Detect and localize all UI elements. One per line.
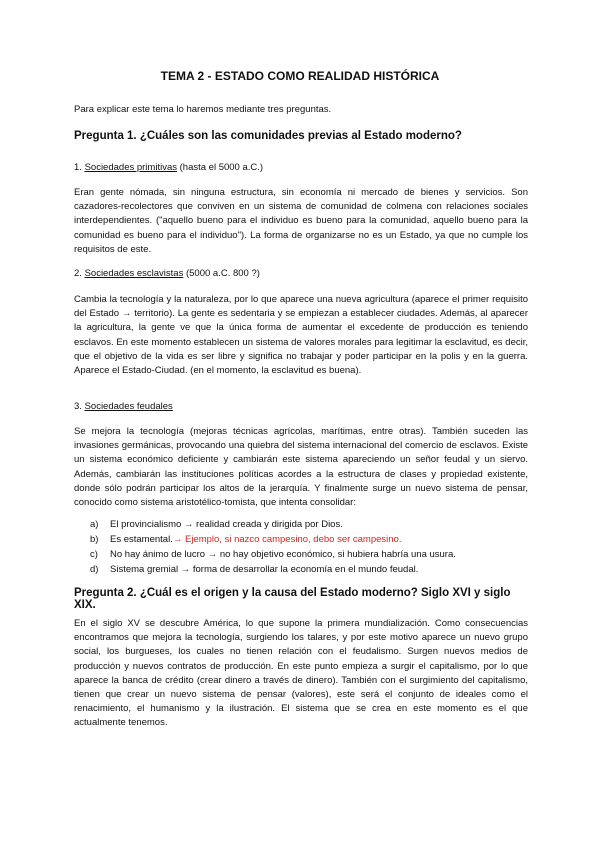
list-item-example-red: → Ejemplo, si nazco campesino, debo ser campesino. xyxy=(172,534,402,545)
section-3-heading xyxy=(74,401,528,412)
section-1-number: 1. xyxy=(74,162,82,173)
list-item-text: El provincialismo → realidad creada y dirigida por Dios. xyxy=(110,519,343,530)
section-1-name: Sociedades primitivas xyxy=(84,162,177,173)
paragraph-feudal-societies: Se mejora la tecnología (mejoras técnicas agrícolas, marítimas, entre otras). También suceden las invasiones germánicas, provocando una quiebra del sistema internacional del comercio de esclavos. Existe un sistema económico deficiente y cambiarán este sistema apareciendo un señor feudal y un siervo. Además, cambiarán las instituciones políticas acordes a la estructura de clases y propiedad existente, donde sólo podrán participar los altos de la jerarquía. Y finalmente surge un nuevo sistema de pensar, conocido como sistema aristotélico-tomista, que intenta consolidar: xyxy=(74,426,528,509)
list-marker: b) xyxy=(90,534,99,545)
list-item xyxy=(90,549,456,560)
list-marker: d) xyxy=(90,564,99,575)
list-item xyxy=(90,519,343,530)
list-item xyxy=(90,564,418,575)
document-title: TEMA 2 - ESTADO COMO REALIDAD HISTÓRICA xyxy=(160,69,440,83)
paragraph-primitive-societies: Eran gente nómada, sin ninguna estructura, sin economía ni mercado de bienes y servicios. Son cazadores-recolectores que conviven en un sistema de comunidad de colmena con relaciones sociales interdependientes. ("aquello bueno para el individuo es bueno para la comunidad, aquello bueno para la comunidad es bueno para el individuo"). La forma de organizarse no es un Estado, ya que no cumple los requisitos de este. xyxy=(74,187,528,255)
intro-text: Para explicar este tema lo haremos mediante tres preguntas. xyxy=(74,104,332,115)
list-item-text: Sistema gremial → forma de desarrollar la economía en el mundo feudal. xyxy=(110,564,419,575)
paragraph-slave-societies: Cambia la tecnología y la naturaleza, por lo que aparece una nueva agricultura (aparece el primer requisito del Estado → territorio). La gente es sedentaria y se empiezan a establecer ciudades. Además, al aparecer la agricultura, la gente ve que la única forma de aumentar el excedente de producción es teniendo esclavos. En este momento establecen un sistema de valores morales para legitimar la esclavitud, es decir, que el objetivo de la vida es ser libre y significa no trabajar y poder participar en la polis y en la guerra. Aparece el Estado-Ciudad. (en el momento, la esclavitud es buena). xyxy=(74,294,528,377)
section-2-name: Sociedades esclavistas xyxy=(84,268,184,279)
section-3-name: Sociedades feudales xyxy=(84,401,173,412)
list-marker: a) xyxy=(90,519,99,530)
paragraph-origin-modern-state: En el siglo XV se descubre América, lo que supone la primera mundialización. Como consecuencias encontramos que mejora la tecnología, surgiendo los talares, y por este motivo aparece un nuevo grupo social, los burgueses, los cuales no tienen relación con el feudalismo. Surgen nuevos medios de producción y nuevos contratos de producción. En este punto empieza a surgir el capitalismo, por lo que aparece la banca de crédito (crear dinero a través de dinero). También con el surgimiento del capitalismo, tienen que crear un nuevo sistema de pensar (valores), este será el conjunto de ideales como el renacimiento, el humanismo y la ilustración. El sistema que se crea en este momento es el que actualmente tenemos. xyxy=(74,618,528,729)
question-2-heading: Pregunta 2. ¿Cuál es el origen y la causa del Estado moderno? Siglo XVI y siglo XIX. xyxy=(74,587,511,611)
section-2-number: 2. xyxy=(74,268,82,279)
question-1-heading: Pregunta 1. ¿Cuáles son las comunidades previas al Estado moderno? xyxy=(74,130,462,142)
section-2-heading xyxy=(74,268,528,279)
section-1-heading xyxy=(74,162,528,173)
section-3-number: 3. xyxy=(74,401,82,412)
list-item-text: No hay ánimo de lucro → no hay objetivo económico, si hubiera habría una usura. xyxy=(110,549,456,560)
list-item xyxy=(90,534,401,545)
section-1-date: (hasta el 5000 a.C.) xyxy=(176,162,264,173)
section-2-date: (5000 a.C. 800 ?) xyxy=(183,268,260,279)
list-item-text: Es estamental. xyxy=(110,534,173,545)
list-marker: c) xyxy=(90,549,98,560)
